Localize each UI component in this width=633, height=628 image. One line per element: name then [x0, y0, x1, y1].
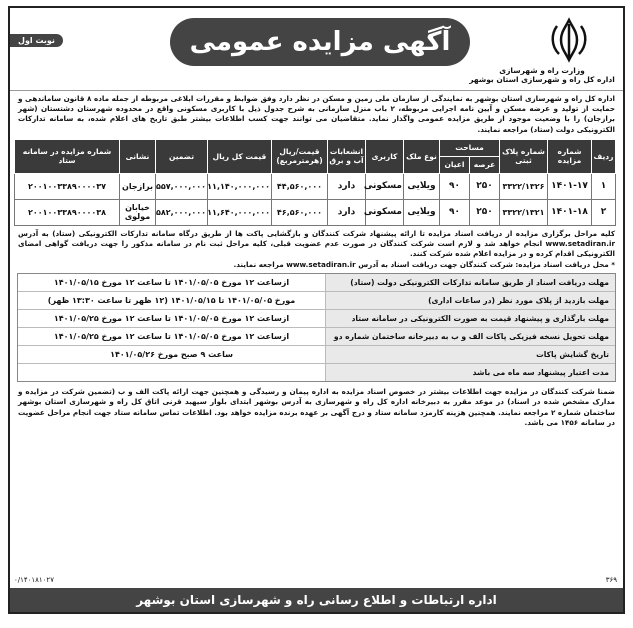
- cell-setad-no: ۲۰۰۱۰۰۳۳۸۹۰۰۰۰۳۷: [15, 173, 120, 199]
- col-auction-no: شماره مزایده: [548, 139, 592, 173]
- col-utilities: انشعابات آب و برق: [328, 139, 366, 173]
- cell-unit-price: ۴۶,۵۶۰,۰۰۰: [272, 199, 328, 225]
- cell-utilities: دارد: [328, 199, 366, 225]
- schedule-row: [18, 346, 615, 364]
- documents-note: * محل دریافت اسناد مزایده: شرکت کنندگان جهت دریافت اسناد به آدرس www.setadiran.ir مراجعه نمایند.: [233, 259, 615, 269]
- schedule-label: مهلت دریافت اسناد از طریق سامانه تدارکات الکترونیکی دولت (ستاد): [325, 274, 615, 291]
- cell-address: خیابان مولوی: [120, 199, 156, 225]
- property-table: [14, 139, 616, 226]
- col-setad-no: شماره مزایده در سامانه ستاد: [15, 139, 120, 173]
- cell-unit-price: ۴۴,۵۶۰,۰۰۰: [272, 173, 328, 199]
- closing-paragraph: ضمنا شرکت کنندگان در مزایده جهت اطلاعات بیشتر در خصوص اسناد مزایده به اداره پیمان و رسیدگی و همچنین جهت ارائه پاکت الف و ب (تضمین شرکت در مزایده و مدارک مشخص شده در اسناد) در موعد مقرر به دبیرخانه اداره کل راه و شهرسازی به آدرس بوشهر ابتدای بلوار سیهبد قرنی اتاق کل راه و شهرسازی استان بوشهر ساختمان شماره ۲ مراجعه نمایند. همچنین هزینه کارمزد سامانه ستاد و درج آگهی بر عهده برنده مزایده خواهد بود. اطلاعات تماس سامانه ستاد جهت انجام مراحل عضویت در سامانه ۱۴۵۶ می باشد.: [18, 387, 615, 427]
- iran-emblem-icon: [545, 16, 593, 64]
- cell-auction-no: ۱۴۰۱-۱۷: [548, 173, 592, 199]
- col-usage: کاربری: [366, 139, 404, 173]
- cell-deposit: ۵۵۷,۰۰۰,۰۰۰: [156, 173, 208, 199]
- notice-header: [10, 8, 623, 91]
- col-deposit: تضمین: [156, 139, 208, 173]
- cell-total-price: ۱۱,۱۴۰,۰۰۰,۰۰۰: [208, 173, 272, 199]
- page-number: ۳۶۹: [605, 576, 617, 584]
- cell-building: ۹۰: [440, 173, 470, 199]
- cell-row: ۱: [592, 173, 616, 199]
- cell-row: ۲: [592, 199, 616, 225]
- schedule-value: مورخ ۱۴۰۱/۰۵/۰۵ تا ۱۴۰۱/۰۵/۱۵ (۱۲ ظهر تا ساعت ۱۳:۳۰ ظهر): [47, 296, 296, 305]
- schedule-value: ازساعت ۱۲ مورخ ۱۴۰۱/۰۵/۰۵ تا ساعت ۱۲ مورخ ۱۴۰۱/۰۵/۲۵: [53, 332, 290, 341]
- cell-setad-no: ۲۰۰۱۰۰۳۳۸۹۰۰۰۰۳۸: [15, 199, 120, 225]
- schedule-row: [18, 274, 615, 292]
- col-land: عرصه: [470, 156, 500, 173]
- ministry-line-1: وزارت راه و شهرسازی: [499, 66, 585, 75]
- schedule-label: مهلت بارگذاری و پیشنهاد قیمت به صورت الکترونیکی در سامانه ستاد: [325, 310, 615, 327]
- table-header-row: [15, 139, 616, 156]
- schedule-row: [18, 310, 615, 328]
- auction-notice: [8, 6, 625, 614]
- col-area: مساحت: [440, 139, 500, 156]
- cell-building: ۹۰: [440, 199, 470, 225]
- schedule-label: مهلت بازدید از پلاک مورد نظر (در ساعات اداری): [325, 292, 615, 309]
- cell-deposit: ۵۸۲,۰۰۰,۰۰۰: [156, 199, 208, 225]
- cell-plot-no: ۳۳۲۲/۱۳۲۱: [500, 199, 548, 225]
- cell-utilities: دارد: [328, 173, 366, 199]
- cell-type: ویلایی: [404, 173, 440, 199]
- schedule-value: ساعت ۹ صبح مورخ ۱۴۰۱/۰۵/۲۶: [110, 350, 233, 359]
- schedule-value: ازساعت ۱۲ مورخ ۱۴۰۱/۰۵/۰۵ تا ساعت ۱۲ مورخ ۱۴۰۱/۰۵/۱۵: [53, 278, 290, 287]
- col-total-price: قیمت کل ریال: [208, 139, 272, 173]
- schedule-label: مدت اعتبار پیشنهاد سه ماه می باشد: [325, 364, 615, 381]
- schedule-row: [18, 292, 615, 310]
- schedule-value: [18, 364, 325, 381]
- cell-auction-no: ۱۴۰۱-۱۸: [548, 199, 592, 225]
- schedule-row: [18, 328, 615, 346]
- schedule-label: تاریخ گشایش پاکات: [325, 346, 615, 363]
- col-type: نوع ملک: [404, 139, 440, 173]
- cell-land: ۲۵۰: [470, 173, 500, 199]
- ministry-name: [467, 66, 617, 84]
- schedule-value: ازساعت ۱۲ مورخ ۱۴۰۱/۰۵/۰۵ تا ساعت ۱۲ مورخ ۱۴۰۱/۰۵/۲۵: [53, 314, 290, 323]
- cell-usage: مسکونی: [366, 173, 404, 199]
- notice-title: آگهی مزایده عمومی: [170, 18, 470, 66]
- col-unit-price: قیمت/ریال (هرمترمربع): [272, 139, 328, 173]
- col-row: ردیف: [592, 139, 616, 173]
- col-plot-no: شماره پلاک ثبتی: [500, 139, 548, 173]
- table-row: [15, 199, 616, 225]
- reference-number: ۰/۱۴۰۱۸۱۰۲۷: [14, 576, 54, 584]
- procedure-paragraph: [10, 226, 623, 270]
- table-row: [15, 173, 616, 199]
- schedule-label: مهلت تحویل نسخه فیزیکی پاکات الف و ب به دبیرخانه ساختمان شماره دو: [325, 328, 615, 345]
- turn-badge: نوبت اول: [8, 34, 63, 47]
- cell-usage: مسکونی: [366, 199, 404, 225]
- cell-total-price: ۱۱,۶۴۰,۰۰۰,۰۰۰: [208, 199, 272, 225]
- col-address: نشانی: [120, 139, 156, 173]
- schedule-row: [18, 364, 615, 381]
- schedule-table: [17, 273, 616, 382]
- footer-banner: اداره ارتباطات و اطلاع رسانی راه و شهرسازی استان بوشهر: [10, 588, 623, 612]
- ministry-line-2: اداره کل راه و شهرسازی استان بوشهر: [469, 75, 615, 84]
- procedure-text: کلیه مراحل برگزاری مزایده از دریافت اسناد مزایده تا ارائه پیشنهاد شرکت کنندگان و بازگشایی پاکت ها از طریق درگاه سامانه تدارکات الکترونیکی (ستاد) به آدرس www.setadiran.ir انجام خواهد شد و لازم است شرکت کنندگان در صورت عدم عضویت قبلی، کلیه مراحل ثبت نام در سامانه مذکور را جهت دریافت گواهی امضای الکترونیکی اقدام کرده و در مزایده اعلام شده شرکت کنند.: [18, 228, 615, 259]
- col-building: اعیان: [440, 156, 470, 173]
- cell-type: ویلایی: [404, 199, 440, 225]
- cell-address: برازجان: [120, 173, 156, 199]
- cell-land: ۲۵۰: [470, 199, 500, 225]
- cell-plot-no: ۳۳۲۲/۱۳۲۶: [500, 173, 548, 199]
- intro-paragraph: اداره کل راه و شهرسازی استان بوشهر به نمایندگی از سازمان ملی زمین و مسکن در نظر دارد وفق ضوابط و مقررات ابلاغی مربوطه از جمله ماده ۸ قانون ساماندهی و حمایت از تولید و عرضه مسکن و آیین نامه اجرایی مربوطه، ۲ باب منزل سازمانی به شرح جدول ذیل با کاربری مسکونی واقع در محدوده شهرستان دشتستان (شهر برازجان) را با وضعیت موجود از طریق مزایده عمومی واگذار نماید. متقاضیان می توانند جهت کسب اطلاعات بیشتر طبق تاریخ های اعلام شده، به سامانه تدارکات الکترونیکی دولت (ستاد) مراجعه نمایند.: [18, 94, 615, 134]
